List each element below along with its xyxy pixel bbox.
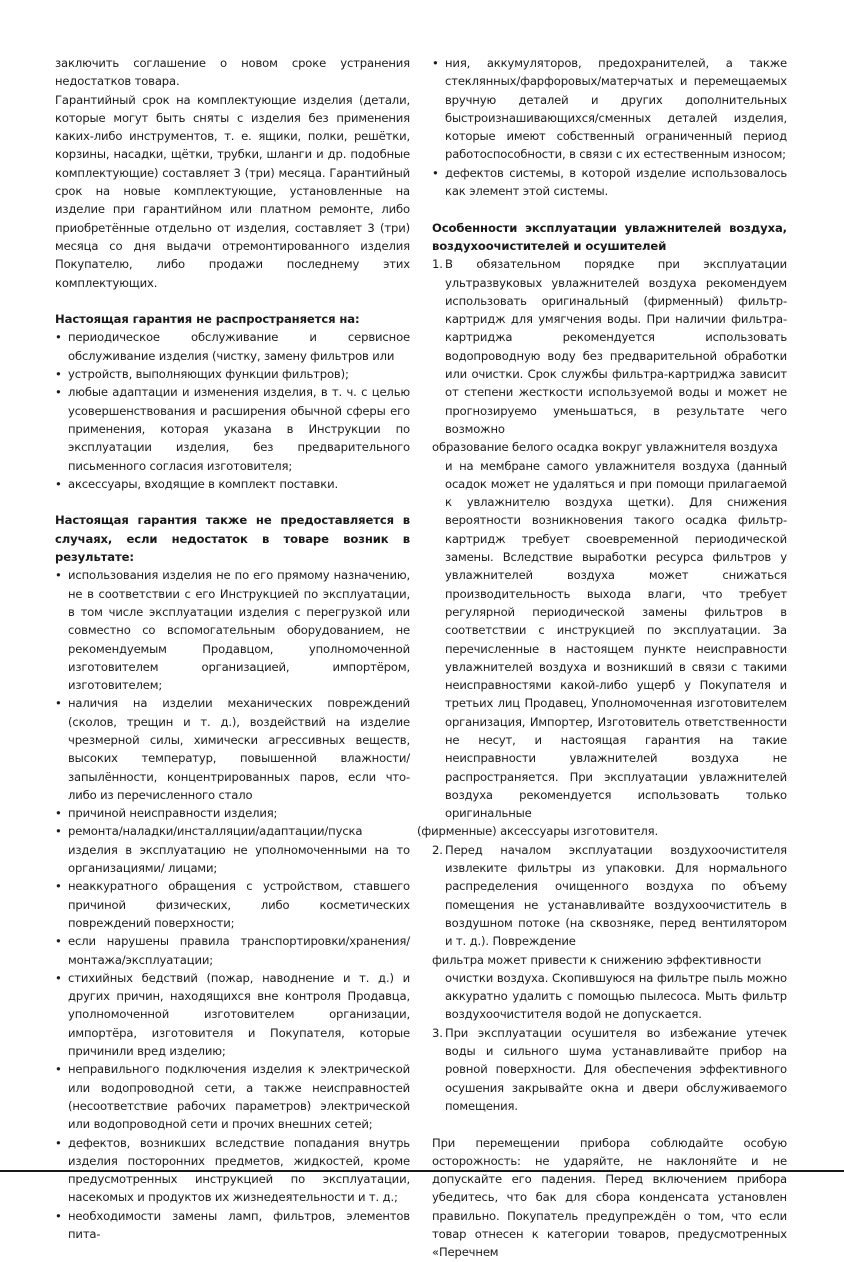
not-provided-list <box>55 566 410 1243</box>
paragraph-deadline: заключить соглашение о новом сроке устранения недостатков товара. <box>55 56 410 89</box>
list-item: • аксессуары, входящие в комплект поставки. <box>55 475 410 493</box>
list-item: • необходимости замены ламп, фильтров, элементов пита- <box>55 1207 410 1244</box>
list-item-1 <box>432 255 787 438</box>
heading-not-provided: Настоящая гарантия также не предоставляется в случаях, если недостаток в товаре возник в результате: <box>55 513 410 565</box>
item1-end: (фирменные) аксессуары изготовителя. <box>417 824 659 839</box>
list-item-continuation <box>432 54 787 164</box>
list-item: • любые адаптации и изменения изделия, в т. ч. с целью усовершенствования и расширения обычной сферы его применения, которая указана в Инструкции по эксплуатации изделия, без предварительного письменного согласия изготовителя; <box>55 383 410 474</box>
item-text: В обязательном порядке при эксплуатации ультразвуковых увлажнителей воздуха рекомендуем использовать оригинальный (фирменный) фильтр-картридж для умягчения воды. При наличии фильтра-картриджа рекомендуется использовать водопроводную воду без предварительной обработки или очистки. Срок службы фильтра-картриджа зависит от степени жесткости используемой воды и может не прогнозируемо уменьшаться, в результате чего возможно <box>445 257 787 436</box>
paragraph-warranty-parts: Гарантийный срок на комплектующие изделия (детали, которые могут быть сняты с изделия без применения каких-либо инструментов, т. е. ящики, полки, решётки, корзины, насадки, щётки, трубки, шланги и др. подобные комплектующие) составляет 3 (три) месяца. Гарантийный срок на новые комплектующие, установленные на изделие при гарантийном или платном ремонте, либо приобретённые отдельно от изделия, составляет 3 (три) месяца со дня выдачи отремонтированного изделия Покупателю, либо продажи последнему этих комплектующих. <box>55 92 410 290</box>
list-item: • если нарушены правила транспортировки/хранения/монтажа/эксплуатации; <box>55 932 410 969</box>
list-item-3 <box>432 1024 787 1115</box>
list-item: • стихийных бедствий (пожар, наводнение и т. д.) и других причин, находящихся вне контроля Продавца, уполномоченной изготовителем организации, импортёра, изготовителя и Покупателя, которые причинили вред изделию; <box>55 969 410 1060</box>
list-item-2 <box>432 841 787 951</box>
footer-rule <box>0 1170 844 1172</box>
right-column <box>417 54 787 1262</box>
list-item: • дефектов, возникших вследствие попадания внутрь изделия посторонних предметов, жидкостей, кроме предусмотренных инструкцией по эксплуатации, насекомых и продуктов их жизнедеятельности и т. д.; <box>55 1134 410 1207</box>
item-number: 3. <box>432 1025 443 1040</box>
list-item: • неаккуратного обращения с устройством, ставшего причиной физических, либо косметических повреждений поверхности; <box>55 877 410 932</box>
not-provided-list-continued <box>432 54 787 200</box>
paragraph-moving-device: При перемещении прибора соблюдайте особую осторожность: не ударяйте, не наклоняйте и не допускайте его падения. Перед включением прибора убедитесь, что бак для сбора конденсата установлен правильно. Покупатель предупреждён о том, что если товар отнесен к категории товаров, предусмотренных «Перечнем <box>432 1135 787 1260</box>
item-number: 2. <box>432 842 443 857</box>
list-item: • периодическое обслуживание и сервисное обслуживание изделия (чистку, замену фильтров или <box>55 328 410 365</box>
heading-not-covered: Настоящая гарантия не распространяется на: <box>55 312 360 327</box>
item-number: 1. <box>432 257 443 272</box>
list-item: • причиной неисправности изделия; <box>55 804 410 822</box>
not-covered-list <box>55 328 410 493</box>
item1-flush-line: образование белого осадка вокруг увлажнителя воздуха <box>432 440 778 455</box>
usage-notes-list <box>432 255 787 438</box>
heading-humidifiers: Особенности эксплуатации увлажнителей воздуха, воздухоочистителей и осушителей <box>432 220 787 253</box>
item2-continuation: очистки воздуха. Скопившуюся на фильтре пыль можно аккуратно удалить с помощью пылесоса. Мыть фильтр воздухоочистителя водой не допускается. <box>445 970 787 1022</box>
usage-notes-list-3 <box>432 1024 787 1115</box>
item2-flush-line: фильтра может привести к снижению эффективности <box>432 952 762 967</box>
list-item: • ремонта/наладки/инсталляции/адаптации/пуска изделия в эксплуатацию не уполномоченными на то организациями/ лицами; <box>55 822 410 877</box>
list-item: • наличия на изделии механических повреждений (сколов, трещин и т. д.), воздействий на изделие чрезмерной силы, химически агрессивных веществ, высоких температур, повышенной влажности/запылённости, концентрированных паров, если что-либо из перечисленного стало <box>55 694 410 804</box>
item-text: Перед началом эксплуатации воздухоочистителя извлеките фильтры из упаковки. Для нормального распределения очищенного воздуха по объему помещения не устанавливайте воздухоочиститель в воздушном потоке (на сквозняке, перед вентилятором и т. д.). Повреждение <box>445 842 787 949</box>
item-text: При эксплуатации осушителя во избежание утечек воды и сильного шума устанавливайте прибор на ровной поверхности. Для обеспечения эффективного осушения закрывайте окна и двери обслуживаемого помещения. <box>445 1025 787 1113</box>
list-item: • дефектов системы, в которой изделие использовалось как элемент этой системы. <box>432 164 787 201</box>
left-column <box>55 54 410 1243</box>
continuation-text: ния, аккумуляторов, предохранителей, а также стеклянных/фарфоровых/матерчатых и перемещаемых вручную деталей и других дополнительных быстроизнашивающихся/сменных деталей изделия, которые имеют собственный ограниченный период работоспособности, в связи с их естественным износом; <box>445 56 787 162</box>
usage-notes-list-2 <box>432 841 787 951</box>
list-item: • использования изделия не по его прямому назначению, не в соответствии с его Инструкцией по эксплуатации, в том числе эксплуатации изделия с перегрузкой или совместно со вспомогательным оборудованием, не рекомендуемым Продавцом, уполномоченной изготовителем организацией, импортёром, изготовителем; <box>55 566 410 694</box>
list-item: • неправильного подключения изделия к электрической или водопроводной сети, а также неисправностей (несоответствие рабочих параметров) электрической или водопроводной сети и прочих внешних сетей; <box>55 1060 410 1133</box>
list-item: • устройств, выполняющих функции фильтров); <box>55 365 410 383</box>
item1-continuation: и на мембране самого увлажнителя воздуха (данный осадок может не удаляться и при помощи прилагаемой к увлажнителю воздуха щетки). Для снижения вероятности возникновения такого осадка фильтр-картридж требует своевременной периодической замены. Вследствие выработки ресурса фильтров у увлажнителей воздуха может снижаться производительность выхода влаги, что требует регулярной периодической замены фильтров в соответствии с инструкцией по эксплуатации. За перечисленные в настоящем пункте неисправности увлажнителей воздуха и возникший в связи с такими неисправностями какой-либо ущерб у Покупателя и третьих лиц Продавец, Уполномоченная изготовителем организация, Импортер, Изготовитель ответственности не несут, и настоящая гарантия на такие неисправности увлажнителей воздуха не распространяется. При эксплуатации увлажнителей воздуха рекомендуется использовать только оригинальные <box>445 458 787 821</box>
